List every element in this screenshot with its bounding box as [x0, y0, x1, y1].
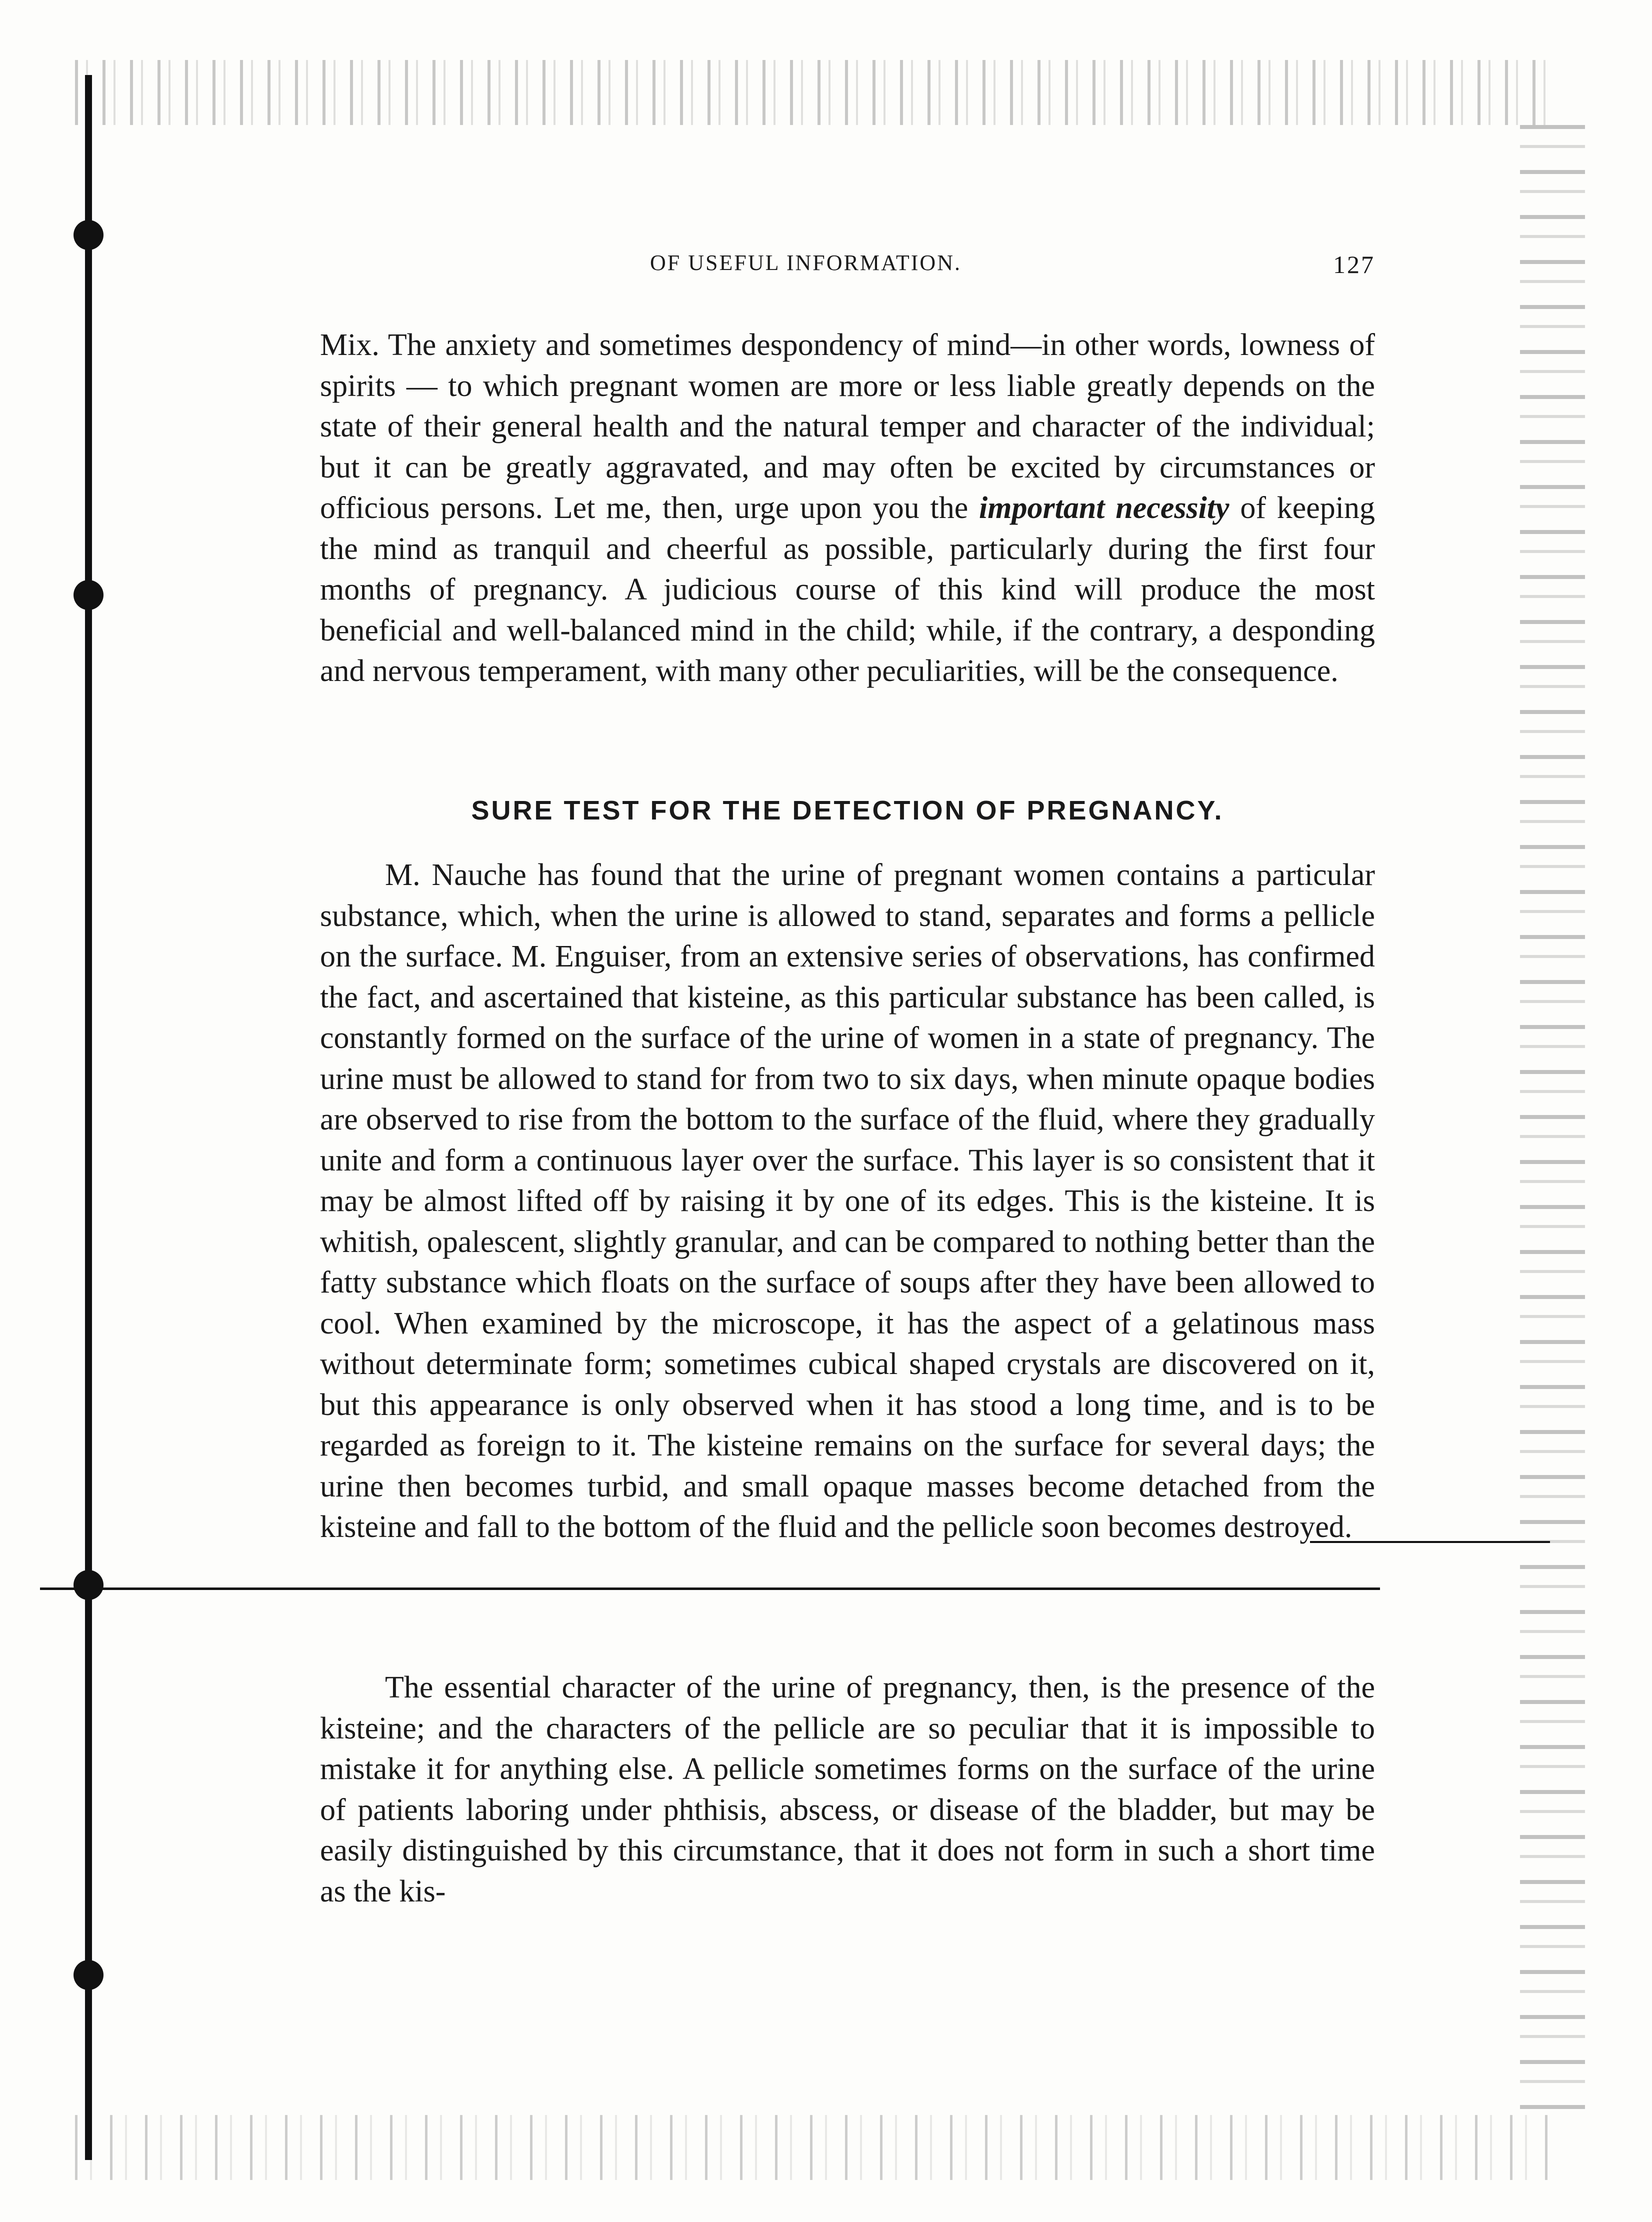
binding-knob	[74, 580, 104, 610]
scan-rule-line	[40, 1588, 1380, 1590]
paragraph-mix	[320, 325, 1375, 692]
paragraph-text: of keeping the mind as tranquil and cheerful as possible, particularly during the first four months of pregnancy. A judicious course of this kind will produce the most beneficial and well-balanced mind in the child; while, if the contrary, a desponding and nervous temperament, with many other peculiarities, will be the consequence.	[320, 491, 1376, 688]
paragraph-text: M. Nauche has found that the urine of pregnant women contains a particular substance, which, when the urine is allowed to stand, separates and forms a pellicle on the surface. M. Enguiser, from an extensive series of observations, has confirmed the fact, and ascertained that kisteine, as this particular substance has been called, is constantly formed on the surface of the urine of women in a state of pregnancy. The urine must be allowed to stand for from two to six days, when minute opaque bodies are observed to rise from the bottom to the surface of the fluid, where they gradually unite and form a continuous layer over the surface. This layer is so consistent that it may be almost lifted off by raising it by one of its edges. This is the kisteine. It is whitish, opalescent, slightly granular, and can be compared to nothing better than the fatty substance which floats on the surface of soups after they have been allowed to cool. When examined by the microscope, it has the aspect of a gelatinous mass without determinate form; sometimes cubical shaped crystals are discovered on it, but this appearance is only observed when it has stood a long time, and is to be regarded as foreign to it. The kisteine remains on the surface for several days; the urine then becomes turbid, and small opaque masses become detached from the kisteine and fall to the bottom of the fluid and the pellicle soon becomes destroyed.	[320, 858, 1375, 1544]
page-number: 127	[1333, 250, 1375, 278]
scan-edge-bottom	[75, 2115, 1555, 2180]
binding-line	[85, 75, 92, 2160]
paragraph-test	[320, 855, 1375, 1548]
scan-edge-top	[75, 60, 1555, 125]
binding-knob	[74, 220, 104, 250]
binding-knob	[74, 1570, 104, 1600]
running-head-title: OF USEFUL INFORMATION.	[650, 250, 962, 275]
running-head	[320, 250, 1375, 285]
paragraph-essential	[320, 1668, 1375, 1912]
binding-knob	[74, 1960, 104, 1990]
paragraph-text: The essential character of the urine of pregnancy, then, is the presence of the kisteine; and the characters of the pellicle are so peculiar that it is impossible to mistake it for anything else. A pellicle sometimes forms on the surface of the urine of patients laboring under phthisis, abscess, or disease of the bladder, but may be easily distinguished by this circumstance, that it does not form in such a short time as the kis-	[320, 1670, 1375, 1908]
section-heading: SURE TEST FOR THE DETECTION OF PREGNANCY.	[471, 796, 1224, 826]
paragraph-text: Mix. The anxiety and sometimes despondency of mind—in other words, lowness of spirits — to which pregnant women are more or less liable greatly depends on the state of their general health and the natural temper and character of the individual; but it can be greatly aggravated, and may often be excited by circumstances or officious persons. Let me, then, urge upon you the	[320, 328, 1375, 525]
emphasis-text: important necessity	[979, 491, 1230, 525]
scan-edge-right	[1520, 125, 1585, 2115]
